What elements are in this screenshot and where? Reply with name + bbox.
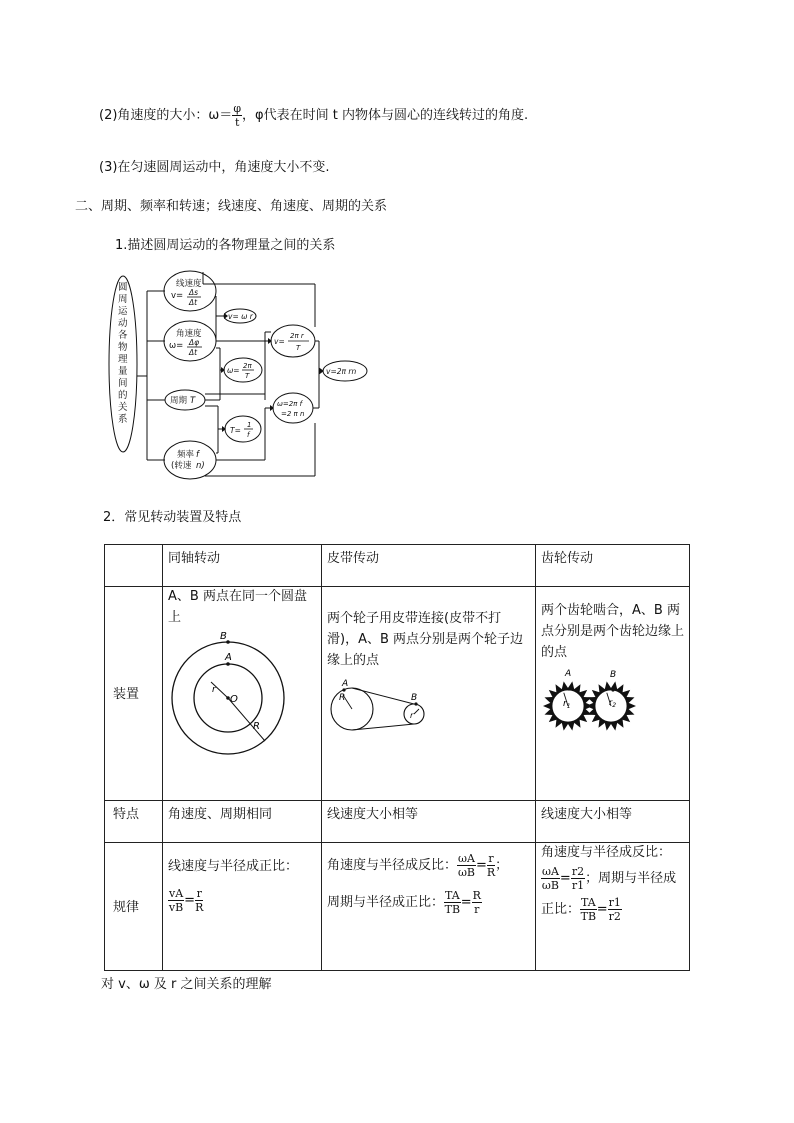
gear-desc: 两个齿轮啮合，A、B 两点分别是两个齿轮边缘上的点 bbox=[541, 603, 685, 660]
r2-letter: r bbox=[609, 698, 613, 708]
T-1f-den: f bbox=[247, 431, 250, 439]
belt-device-cell bbox=[322, 587, 536, 801]
gear-rule-2 bbox=[536, 891, 689, 922]
belt-rule-2 bbox=[322, 878, 535, 915]
radius-R-label: R bbox=[253, 720, 260, 732]
frac bbox=[541, 866, 560, 891]
table-header-row bbox=[105, 545, 690, 587]
belt-rule-cell bbox=[322, 843, 536, 971]
frac-den: vB bbox=[168, 900, 184, 914]
belt-figure bbox=[326, 671, 531, 741]
frac-den: R bbox=[486, 866, 496, 879]
coaxial-feature-cell bbox=[163, 801, 322, 843]
frac-num: r bbox=[196, 886, 202, 900]
root-char: 理 bbox=[118, 354, 128, 365]
radius-R-label: R bbox=[339, 693, 346, 704]
frac bbox=[608, 897, 622, 922]
table-header-cell bbox=[105, 545, 163, 587]
row-label: 装置 bbox=[113, 687, 140, 703]
equals: = bbox=[559, 870, 571, 886]
coaxial-feature: 角速度、周期相同 bbox=[168, 807, 273, 822]
omega-2pif-node bbox=[273, 393, 313, 423]
frac bbox=[580, 897, 597, 922]
paragraph-uniform: (3)在匀速圆周运动中，角速度大小不变. bbox=[99, 160, 330, 175]
radius-r-label: r bbox=[212, 684, 216, 695]
row-label: 特点 bbox=[113, 807, 140, 822]
table-row-device bbox=[105, 587, 690, 801]
frac-num: R bbox=[472, 889, 481, 902]
frac-den: TB bbox=[444, 903, 461, 916]
point-B-label: B bbox=[610, 670, 617, 681]
omega-2pi-T-lhs: ω= bbox=[227, 366, 240, 375]
subheading-2: 2．常见转动装置及特点 bbox=[103, 510, 242, 525]
frac bbox=[571, 866, 585, 891]
angular-num: Δφ bbox=[189, 338, 200, 347]
gear-figure bbox=[538, 663, 688, 743]
frac bbox=[487, 853, 495, 878]
frac-den: ωB bbox=[457, 866, 475, 879]
table-header-cell bbox=[536, 545, 690, 587]
T-1f-lhs: T= bbox=[230, 426, 241, 435]
table-header-cell bbox=[163, 545, 322, 587]
frac-num: TA bbox=[445, 889, 460, 902]
equals: = bbox=[596, 901, 608, 917]
point-A-label: A bbox=[225, 651, 232, 663]
gear-feature: 线速度大小相等 bbox=[541, 807, 633, 822]
omega-2pif-2: =2 π n bbox=[281, 410, 305, 418]
gear-rule-1 bbox=[536, 864, 689, 891]
text: (2)角速度的大小：ω＝ bbox=[99, 108, 233, 123]
v-omega-r: v= ω r bbox=[228, 312, 253, 321]
text: ，φ代表在时间 t 内物体与圆心的连线转过的角度. bbox=[242, 108, 529, 123]
row-label-cell bbox=[105, 587, 163, 801]
point-A-label: A bbox=[565, 669, 572, 680]
gear-rule-cell bbox=[536, 843, 690, 971]
text: 周期与半径成正比： bbox=[327, 895, 445, 910]
omega-2pi-T-den: T bbox=[245, 372, 250, 380]
frac bbox=[168, 888, 184, 913]
text: ；周期与半径成 bbox=[585, 870, 677, 886]
fraction-phi-t bbox=[232, 103, 242, 128]
row-label-cell bbox=[105, 843, 163, 971]
omega-2pif-1: ω=2π f bbox=[277, 400, 303, 408]
root-char: 物 bbox=[118, 342, 128, 353]
frac-den: r bbox=[474, 903, 480, 916]
transmission-table bbox=[104, 544, 690, 971]
root-char: 系 bbox=[118, 414, 128, 425]
belt-desc: 两个轮子用皮带连接(皮带不打滑)，A、B 两点分别是两个轮子边缘上的点 bbox=[327, 611, 524, 668]
frac-den: ωB bbox=[541, 878, 559, 892]
header-gear: 齿轮传动 bbox=[541, 551, 594, 566]
frac bbox=[444, 890, 461, 915]
row-label: 规律 bbox=[113, 900, 140, 916]
text: 正比： bbox=[541, 901, 581, 917]
frac bbox=[457, 853, 476, 878]
T-1f-num: 1 bbox=[247, 421, 252, 429]
v-2pirn: v=2π rn bbox=[326, 367, 357, 376]
root-char: 关 bbox=[118, 402, 128, 413]
v-2pir-T-den: T bbox=[296, 344, 301, 352]
root-char: 间 bbox=[118, 378, 128, 389]
speed-sym: n) bbox=[196, 461, 205, 471]
header-belt: 皮带传动 bbox=[327, 551, 380, 566]
frac-den: t bbox=[234, 116, 240, 129]
coaxial-rule-formula bbox=[163, 878, 321, 913]
header-coaxial: 同轴转动 bbox=[168, 551, 221, 566]
equals: = bbox=[475, 858, 487, 873]
table-row-feature bbox=[105, 801, 690, 843]
coaxial-desc: A、B 两点在同一个圆盘上 bbox=[168, 589, 307, 625]
radius-r-label: r bbox=[410, 711, 414, 721]
point-B-label: B bbox=[411, 693, 418, 704]
footer-text: 对 v、ω 及 r 之间关系的理解 bbox=[101, 977, 272, 992]
linear-label: 线速度 bbox=[176, 279, 202, 289]
frac-den: R bbox=[195, 900, 204, 914]
root-label bbox=[118, 282, 128, 425]
linear-den: Δt bbox=[189, 298, 198, 307]
frac-num: ωA bbox=[542, 864, 559, 878]
r1-letter: r bbox=[563, 699, 567, 710]
omega-2pi-T-num: 2π bbox=[243, 362, 252, 370]
coaxial-rule-cell bbox=[163, 843, 322, 971]
frac-num: r bbox=[488, 852, 494, 865]
coaxial-figure bbox=[167, 629, 317, 759]
angular-lhs: ω= bbox=[169, 341, 184, 351]
header-text bbox=[105, 545, 162, 549]
frac-num: TA bbox=[581, 895, 596, 909]
freq-label: 频率 bbox=[177, 450, 195, 460]
frequency-node bbox=[164, 441, 216, 479]
freq-sym: f bbox=[196, 450, 199, 460]
period-sym: T bbox=[190, 396, 196, 406]
speed-label: (转速 bbox=[171, 461, 192, 471]
frac-num: vA bbox=[169, 886, 184, 900]
v-2pir-T-lhs: v= bbox=[274, 337, 285, 346]
root-char: 的 bbox=[118, 390, 128, 401]
coaxial-rule-text: 线速度与半径成正比： bbox=[168, 859, 299, 874]
frac-den: r1 bbox=[571, 878, 585, 892]
linear-lhs: v= bbox=[171, 291, 184, 301]
angular-label: 角速度 bbox=[176, 329, 202, 339]
equals: = bbox=[460, 895, 472, 910]
angular-den: Δt bbox=[189, 348, 198, 357]
frac-den: TB bbox=[580, 909, 597, 923]
point-B-label: B bbox=[220, 630, 227, 642]
table-row-rule bbox=[105, 843, 690, 971]
frac-num: r1 bbox=[608, 895, 621, 909]
center-O-label: O bbox=[230, 693, 238, 705]
equals: = bbox=[184, 892, 196, 908]
root-char: 圆 bbox=[118, 282, 128, 293]
text: 角速度与半径成反比： bbox=[327, 858, 458, 873]
period-label: 周期 bbox=[170, 396, 188, 406]
text: ； bbox=[495, 858, 509, 873]
coaxial-device-cell bbox=[163, 587, 322, 801]
frac-num: ωA bbox=[458, 852, 475, 865]
root-char: 量 bbox=[118, 366, 128, 377]
belt-rule-1 bbox=[322, 843, 535, 878]
relationship-diagram bbox=[105, 248, 385, 483]
root-char: 周 bbox=[118, 294, 128, 305]
root-char: 各 bbox=[118, 330, 128, 341]
v-2pir-T-num: 2π r bbox=[290, 332, 304, 340]
frac bbox=[472, 890, 482, 915]
gear-device-cell bbox=[536, 587, 690, 801]
section-heading-2: 二、周期、频率和转速；线速度、角速度、周期的关系 bbox=[75, 199, 388, 214]
frac-den: r2 bbox=[608, 909, 621, 923]
root-char: 动 bbox=[118, 318, 128, 329]
frac bbox=[195, 888, 203, 913]
r1-sub: 1 bbox=[566, 703, 571, 711]
paragraph-angular-velocity bbox=[99, 103, 528, 128]
frac-num: φ bbox=[233, 102, 242, 115]
belt-feature: 线速度大小相等 bbox=[327, 807, 419, 822]
point-A-label: A bbox=[342, 679, 349, 690]
gear-feature-cell bbox=[536, 801, 690, 843]
linear-num: Δs bbox=[189, 288, 199, 297]
table-header-cell bbox=[322, 545, 536, 587]
root-char: 运 bbox=[118, 306, 128, 317]
subheading-1: 1.描述圆周运动的各物理量之间的关系 bbox=[115, 238, 336, 253]
frac-num: r2 bbox=[571, 864, 585, 878]
belt-feature-cell bbox=[322, 801, 536, 843]
row-label-cell bbox=[105, 801, 163, 843]
gear-rule-text: 角速度与半径成反比： bbox=[541, 845, 672, 860]
r2-sub: 2 bbox=[612, 702, 617, 710]
